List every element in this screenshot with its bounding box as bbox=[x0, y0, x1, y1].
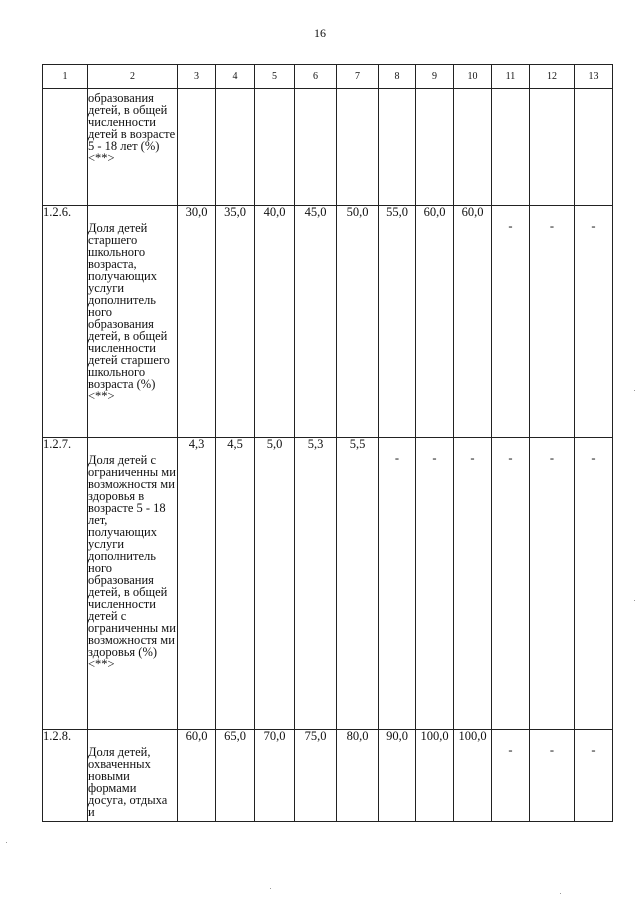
header-cell: 8 bbox=[379, 65, 416, 89]
table-row bbox=[43, 89, 613, 206]
scan-speck bbox=[270, 888, 271, 889]
row-number bbox=[43, 89, 88, 206]
row-number: 1.2.6. bbox=[43, 206, 88, 438]
value-cell: 30,0 bbox=[178, 206, 216, 438]
scan-speck bbox=[634, 390, 635, 391]
header-cell: 11 bbox=[492, 65, 530, 89]
header-cell: 1 bbox=[43, 65, 88, 89]
value-cell bbox=[255, 89, 295, 206]
value-cell: 4,5 bbox=[216, 438, 255, 730]
header-cell: 6 bbox=[295, 65, 337, 89]
value-cell bbox=[530, 89, 575, 206]
header-cell: 4 bbox=[216, 65, 255, 89]
scan-speck bbox=[634, 600, 635, 601]
value-cell: 100,0 bbox=[454, 730, 492, 822]
value-cell: 45,0 bbox=[295, 206, 337, 438]
value-cell bbox=[492, 89, 530, 206]
value-cell: 90,0 bbox=[379, 730, 416, 822]
header-cell: 5 bbox=[255, 65, 295, 89]
value-cell: 80,0 bbox=[337, 730, 379, 822]
value-cell: 5,0 bbox=[255, 438, 295, 730]
value-cell: 60,0 bbox=[454, 206, 492, 438]
table-row bbox=[43, 206, 613, 438]
row-number: 1.2.7. bbox=[43, 438, 88, 730]
header-cell: 9 bbox=[416, 65, 454, 89]
value-cell: - bbox=[575, 438, 613, 730]
indicator-name: Доля детей, охваченных новыми формами досуга, отдыха и bbox=[88, 730, 178, 822]
indicator-table bbox=[42, 64, 613, 822]
value-cell bbox=[416, 89, 454, 206]
value-cell: 60,0 bbox=[178, 730, 216, 822]
value-cell bbox=[337, 89, 379, 206]
value-cell: 70,0 bbox=[255, 730, 295, 822]
value-cell: 4,3 bbox=[178, 438, 216, 730]
value-cell: - bbox=[575, 206, 613, 438]
value-cell bbox=[454, 89, 492, 206]
value-cell bbox=[295, 89, 337, 206]
table-row bbox=[43, 730, 613, 822]
value-cell: - bbox=[492, 206, 530, 438]
header-row bbox=[43, 65, 613, 89]
value-cell: - bbox=[492, 438, 530, 730]
value-cell bbox=[178, 89, 216, 206]
table-row bbox=[43, 438, 613, 730]
value-cell: - bbox=[416, 438, 454, 730]
scan-speck bbox=[560, 893, 561, 894]
value-cell: - bbox=[454, 438, 492, 730]
value-cell bbox=[216, 89, 255, 206]
value-cell bbox=[575, 89, 613, 206]
value-cell: 35,0 bbox=[216, 206, 255, 438]
value-cell: - bbox=[575, 730, 613, 822]
header-cell: 13 bbox=[575, 65, 613, 89]
value-cell: 40,0 bbox=[255, 206, 295, 438]
value-cell: - bbox=[530, 730, 575, 822]
value-cell: 60,0 bbox=[416, 206, 454, 438]
header-cell: 12 bbox=[530, 65, 575, 89]
value-cell: 65,0 bbox=[216, 730, 255, 822]
value-cell: - bbox=[530, 438, 575, 730]
value-cell: 5,3 bbox=[295, 438, 337, 730]
value-cell: 5,5 bbox=[337, 438, 379, 730]
indicator-name: Доля детей с ограниченны ми возможностя ми здоровья в возрасте 5 - 18 лет, получающих услуги дополнитель ного образования детей, в общей численности детей с ограниченны ми возможностя ми здоровья (%) <**> bbox=[88, 438, 178, 730]
value-cell: 55,0 bbox=[379, 206, 416, 438]
header-cell: 7 bbox=[337, 65, 379, 89]
header-cell: 2 bbox=[88, 65, 178, 89]
header-cell: 3 bbox=[178, 65, 216, 89]
scan-speck bbox=[6, 842, 7, 843]
value-cell: - bbox=[492, 730, 530, 822]
value-cell: 75,0 bbox=[295, 730, 337, 822]
indicator-name: Доля детей старшего школьного возраста, получающих услуги дополнитель ного образования детей, в общей численности детей старшего школьного возраста (%) <**> bbox=[88, 206, 178, 438]
value-cell: - bbox=[530, 206, 575, 438]
value-cell: - bbox=[379, 438, 416, 730]
page-number: 16 bbox=[314, 26, 326, 40]
value-cell: 50,0 bbox=[337, 206, 379, 438]
value-cell bbox=[379, 89, 416, 206]
row-number: 1.2.8. bbox=[43, 730, 88, 822]
indicator-name: образования детей, в общей численности детей в возрасте 5 - 18 лет (%) <**> bbox=[88, 89, 178, 206]
value-cell: 100,0 bbox=[416, 730, 454, 822]
header-cell: 10 bbox=[454, 65, 492, 89]
